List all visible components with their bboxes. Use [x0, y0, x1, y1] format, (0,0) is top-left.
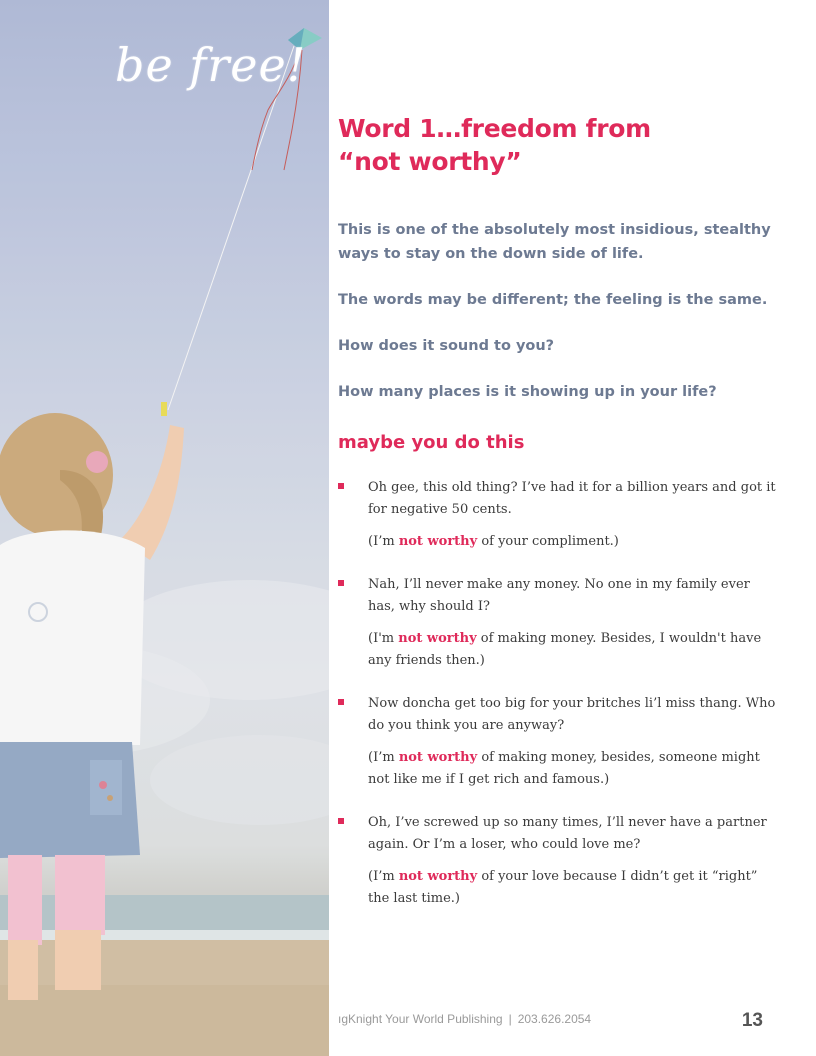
intro-section	[338, 218, 778, 404]
bullet-aside: (I’m not worthy of your love because I didn’t get it “right” the last time.)	[368, 869, 758, 906]
footer-phone: 203.626.2054	[517, 1012, 592, 1026]
intro-paragraph: How many places is it showing up in your life?	[338, 384, 717, 400]
not-worthy-emphasis: not worthy	[398, 631, 477, 646]
footer-separator: |	[508, 1012, 512, 1026]
bullet-quote: Now doncha get too big for your britches li’l miss thang. Who do you think you are anyway?	[368, 696, 776, 733]
section-subheading: maybe you do this	[338, 432, 525, 453]
bullet-list	[338, 477, 778, 910]
list-item	[338, 477, 778, 553]
bullet-quote: Oh gee, this old thing? I’ve had it for a billion years and got it for negative 50 cents.	[368, 480, 776, 517]
cover-photo	[0, 0, 329, 1056]
bullet-aside: (I'm not worthy of making money. Besides, I wouldn't have any friends then.)	[368, 631, 762, 668]
page-number: 13	[741, 1010, 763, 1031]
bullet-aside: (I’m not worthy of your compliment.)	[368, 534, 619, 549]
not-worthy-emphasis: not worthy	[398, 750, 478, 765]
bullet-square-icon	[338, 483, 344, 489]
not-worthy-emphasis: not worthy	[398, 534, 478, 549]
intro-paragraph: The words may be different; the feeling is the same.	[338, 292, 768, 308]
article-content	[338, 112, 778, 931]
kite-beach-illustration	[0, 0, 329, 1056]
page-title	[338, 112, 778, 178]
intro-paragraph: How does it sound to you?	[338, 338, 555, 354]
bullet-aside: (I’m not worthy of making money, besides, someone might not like me if I get rich and famous.)	[368, 750, 760, 787]
list-item	[338, 574, 778, 672]
bullet-square-icon	[338, 699, 344, 705]
list-item	[338, 812, 778, 910]
be-free-script: be free!	[115, 38, 307, 92]
title-line-1: Word 1…freedom from	[338, 114, 651, 143]
bullet-quote: Oh, I’ve screwed up so many times, I’ll never have a partner again. Or I’m a loser, who could love me?	[368, 815, 767, 852]
list-item	[338, 693, 778, 791]
bullet-quote: Nah, I’ll never make any money. No one in my family ever has, why should I?	[368, 577, 750, 614]
title-line-2: “not worthy”	[338, 147, 522, 176]
page-footer	[338, 1012, 591, 1026]
footer-publisher: ıgKnight Your World Publishing	[338, 1012, 503, 1026]
intro-paragraph: This is one of the absolutely most insidious, stealthy ways to stay on the down side of life.	[338, 222, 771, 262]
not-worthy-emphasis: not worthy	[398, 869, 478, 884]
bullet-square-icon	[338, 580, 344, 586]
bullet-square-icon	[338, 818, 344, 824]
